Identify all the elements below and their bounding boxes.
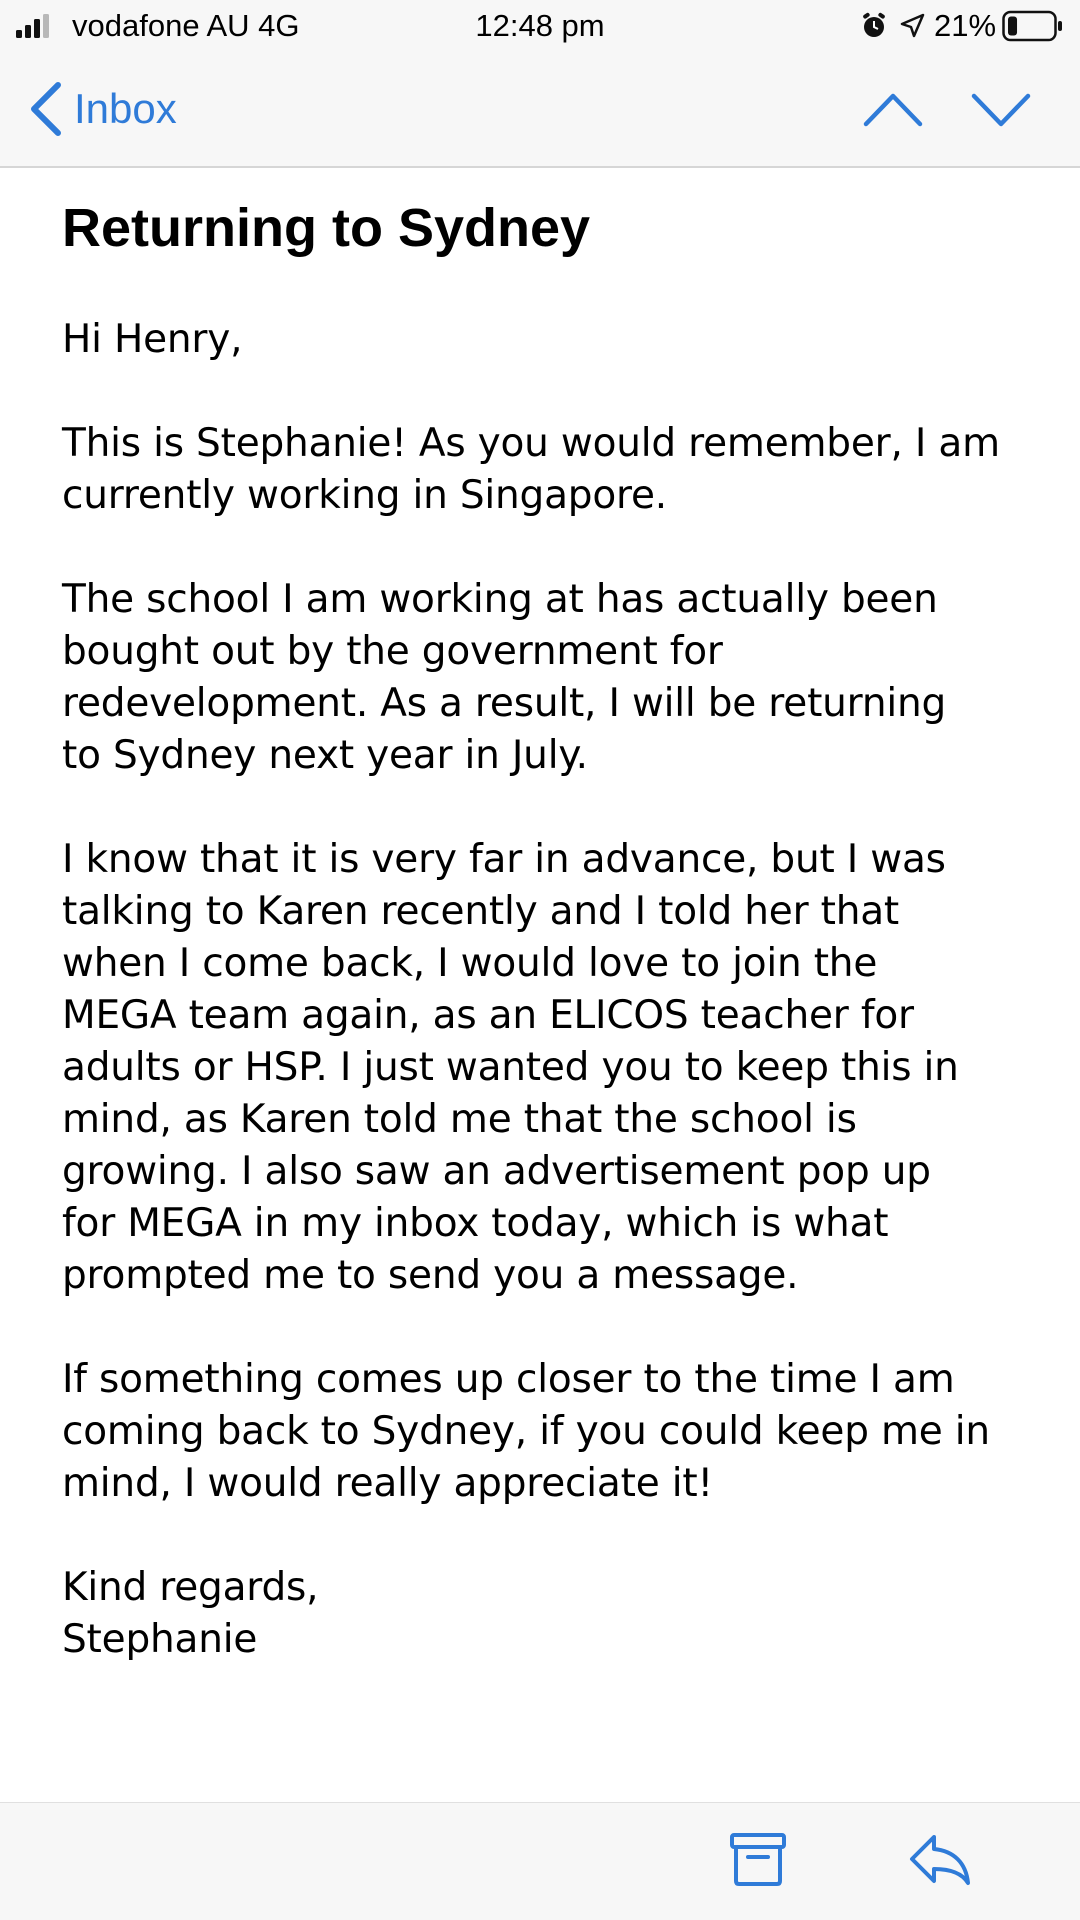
body-line: MEGA team again, as an ELICOS teacher for — [62, 993, 914, 1038]
header — [0, 0, 1080, 168]
back-label: Inbox — [74, 85, 177, 132]
location-icon — [898, 12, 926, 40]
status-time: 12:48 pm — [475, 8, 605, 43]
carrier-name: vodafone AU 4G — [72, 8, 300, 43]
body-line: when I come back, I would love to join the — [62, 941, 878, 986]
body-line: growing. I also saw an advertisement pop up — [62, 1149, 931, 1194]
body-line: redevelopment. As a result, I will be returning — [62, 681, 947, 726]
body-paragraph — [62, 574, 1022, 782]
battery-percent: 21% — [934, 8, 997, 43]
archive-icon — [732, 1835, 784, 1884]
body-paragraph — [62, 834, 1022, 1302]
body-paragraph — [62, 418, 1022, 522]
body-line: I know that it is very far in advance, but I was — [62, 837, 946, 882]
body-line: currently working in Singapore. — [62, 473, 667, 518]
body-line: The school I am working at has actually been — [62, 577, 938, 622]
body-line: bought out by the government for — [62, 629, 723, 674]
body-line: mind, I would really appreciate it! — [62, 1461, 713, 1506]
body-paragraph — [62, 314, 1022, 366]
body-line: Stephanie — [62, 1617, 258, 1662]
alarm-icon — [860, 12, 888, 40]
reply-button[interactable] — [908, 1829, 972, 1889]
email-body — [62, 314, 1022, 1666]
next-message-button[interactable] — [970, 84, 1032, 134]
body-line: mind, as Karen told me that the school is — [62, 1097, 857, 1142]
body-paragraph — [62, 1354, 1022, 1510]
body-line: adults or HSP. I just wanted you to keep this in — [62, 1045, 959, 1090]
bottom-toolbar — [0, 1802, 1080, 1920]
status-bar — [0, 0, 1080, 54]
chevron-left-icon — [28, 81, 64, 137]
previous-message-button[interactable] — [862, 84, 924, 134]
battery-icon — [1002, 10, 1064, 42]
body-line: to Sydney next year in July. — [62, 733, 588, 778]
body-line: coming back to Sydney, if you could keep me in — [62, 1409, 990, 1454]
email-subject: Returning to Sydney — [62, 198, 591, 258]
body-line: for MEGA in my inbox today, which is what — [62, 1201, 889, 1246]
body-line: This is Stephanie! As you would remember, I am — [62, 421, 1000, 466]
body-line: If something comes up closer to the time I am — [62, 1357, 955, 1402]
email-content — [62, 196, 1022, 1718]
body-line: talking to Karen recently and I told her that — [62, 889, 900, 934]
back-to-inbox-button[interactable] — [28, 76, 177, 142]
nav-bar — [0, 54, 1080, 166]
reply-icon — [912, 1837, 968, 1883]
body-paragraph — [62, 1562, 1022, 1666]
archive-button[interactable] — [726, 1829, 790, 1889]
body-line: prompted me to send you a message. — [62, 1253, 799, 1298]
body-line: Hi Henry, — [62, 317, 243, 362]
body-line: Kind regards, — [62, 1565, 319, 1610]
